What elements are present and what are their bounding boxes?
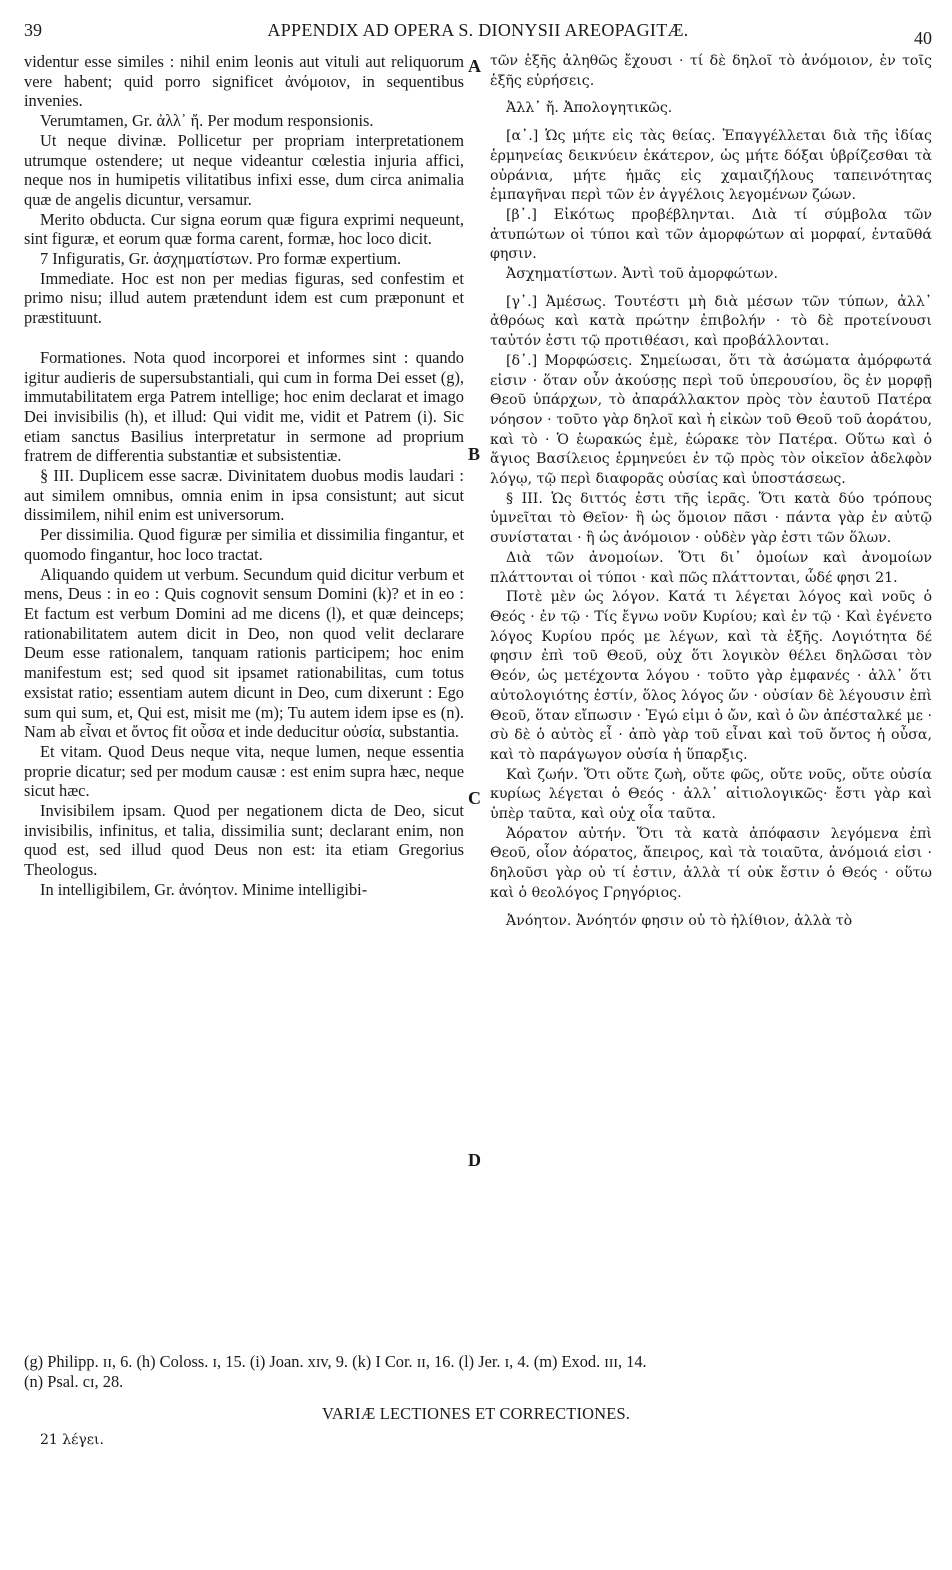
latin-paragraph: 7 Infiguratis, Gr. ἀσχηματίστων. Pro formæ expertium. — [40, 249, 402, 269]
latin-paragraph: Per dissimilia. Quod figuræ per similia et dissimilia fingantur, et quomodo fingantur, hoc loco tractat. — [24, 525, 464, 564]
greek-paragraph: Ἀσχηματίστων. Ἀντὶ τοῦ ἀμορφώτων. — [506, 266, 779, 283]
footnote-line: (n) Psal. cɪ, 28. — [24, 1371, 124, 1391]
margin-letter-b: B — [468, 444, 481, 464]
greek-paragraph: [β᾽.] Εἰκότως προβέβληνται. Διὰ τί σύμβολα τῶν ἀτυπώτων οἱ τύποι καὶ τῶν ἀμορφώτων αἱ μορφαί, ἐνταῦθά φησιν. — [490, 206, 932, 263]
greek-paragraph: Ποτὲ μὲν ὡς λόγον. Κατά τι λέγεται λόγος καὶ νοῦς ὁ Θεός · ἐν τῷ · Τίς ἔγνω νοῦν Κυρίου; καὶ ἐν τῷ · Καὶ ἐγένετο λόγος Κυρίου πρός με λέγων, καὶ τὰ ἑξῆς. Λογιότητα δέ φησιν ἐπὶ τοῦ Θεοῦ, οὐχ ὅτι λογικὸν θέλει δηλῶσαι τὸν Θεόν, ὡς μετέχοντα λόγου · τοῦτο γὰρ ἐμφανές · ἀλλ᾽ ὅτι αὐτολογιότης ἐστίν, ὅλος λόγος ὤν · οὐσίαν δὲ λέγουσιν ἐπὶ Θεοῦ, ὅταν εἴπωσιν · Ἐγώ εἰμι ὁ ὤν, καὶ ὁ ὢν ἀπέσταλκέ με · σὺ δὲ ὁ αὐτὸς εἶ · ἀπὸ γὰρ τοῦ εἶναι καὶ τοῦ ὄντος ἡ οὖσα, καὶ τὸ παράγωγον οὐσία ἡ ὕπαρξις. — [490, 589, 932, 763]
margin-letters — [464, 52, 490, 1170]
latin-paragraph: Immediate. Hoc est non per medias figuras, sed confestim et primo nisu; illud autem prætendunt idem est cum præponunt et præstituunt. — [24, 268, 464, 328]
greek-footnote: 21 λέγει. — [40, 1432, 104, 1448]
footnote-line: (g) Philipp. ɪɪ, 6. (h) Coloss. ɪ, 15. (i) Joan. xɪv, 9. (k) I Cor. ɪɪ, 16. (l) Jer. ɪ, 4. (m) Exod. ɪɪɪ, 14. — [24, 1352, 647, 1371]
latin-paragraph: Verumtamen, Gr. ἀλλ᾽ ἤ. Per modum responsionis. — [40, 111, 374, 131]
greek-paragraph: § III. Ὡς διττός ἐστι τῆς ἱερᾶς. Ὅτι κατὰ δύο τρόπους ὑμνεῖται τὸ Θεῖον· ἢ ὡς ὅμοιον πᾶσι · πάντα γὰρ ἐν αὐτῷ συνίσταται · ἢ ὡς ἀνόμοιον · οὐδὲν γὰρ ἐστι τῶν ὅλων. — [490, 490, 932, 547]
running-title: APPENDIX AD OPERA S. DIONYSII AREOPAGITÆ. — [267, 20, 689, 40]
page-number-right: 40 — [914, 28, 932, 48]
latin-paragraph: Aliquando quidem ut verbum. Secundum quid dicitur verbum et mens, Deus : in eo : Quis cognovit sensum Domini (k)? et in eo : Et factum est verbum Domini ad me dicens (l), et quæ deinceps; rationabilitatem autem dicit in Deo, non quod velit declarare Deum esse rationalem, tanquam rationis participem; hoc enim manifestum est; sed quod sit ipsamet rationabilitas, cum totus exsistat ratio; essentiam autem dicunt in Deo, cum dixerunt : Ego sum qui sum, et, Qui est, misit me (m); Tu autem idem ipse es (n). Nam ab εἶναι et ὄντος fit οὖσα et inde deducitur οὐσία, substantia. — [24, 564, 464, 742]
page-number-left: 39 — [24, 20, 42, 40]
greek-paragraph: Ἀόρατον αὐτήν. Ὅτι τὰ κατὰ ἀπόφασιν λεγόμενα ἐπὶ Θεοῦ, οἷον ἀόρατος, ἄπειρος, καὶ τὰ τοιαῦτα, ἀνόμοιά εἰσι · δηλοῦσι γὰρ οὐ τί ἐστιν, ἀλλὰ τί οὐκ ἔστιν ὁ Θεός · οὕτω καὶ ὁ θεολόγος Γρηγόριος. — [490, 825, 932, 901]
latin-paragraph: Invisibilem ipsam. Quod per negationem dicta de Deo, sicut invisibilis, infinitus, et talia, dissimilia sunt; declarant enim, non quod est, sed illud quod Deus non est: ita etiam Gregorius Theologus. — [24, 801, 464, 880]
greek-paragraph: [α᾽.] Ὡς μήτε εἰς τὰς θείας. Ἐπαγγέλλεται διὰ τῆς ἰδίας ἑρμηνείας δεικνύειν ἑκάτερον, ὡς μήτε δόξαι ὑβρίζεσθαι τὰ οὐράνια, μήτε ἡμᾶς εἰς χαμαιζήλους ταπεινότητας ἐμπαγῆναι περὶ τῶν ἐν ἀγγέλοις λεγομένων ζώων. — [490, 128, 932, 204]
latin-paragraph: Merito obducta. Cur signa eorum quæ figura exprimi nequeunt, sint figuræ, et eorum quæ forma carent, formæ, hoc loco dicit. — [24, 209, 464, 249]
greek-paragraph: Διὰ τῶν ἀνομοίων. Ὅτι δι᾽ ὁμοίων καὶ ἀνομοίων πλάττονται οἱ τύποι · καὶ πῶς πλάττονται, ὧδέ φησι 21. — [490, 549, 932, 586]
latin-paragraph: Ut neque divinæ. Pollicetur per propriam interpretationem utrumque ostendere; ut neque videantur cœlestia injuria affici, neque nos in humipetis vilitatibus infixi esse, dum circa animalia quæ de angelis dicuntur, versamur. — [24, 130, 464, 209]
latin-paragraph: In intelligibilem, Gr. ἀνόητον. Minime intelligibi- — [40, 879, 368, 899]
margin-letter-a: A — [468, 56, 481, 76]
latin-paragraph: Formationes. Nota quod incorporei et informes sint : quando igitur audieris de supersubstantiali, qui cum in forma Dei esset (g), immutabilitatem erga Patrem intellige; hoc enim declarat et imago Dei invisibilis (h), et illud: Qui vidit me, vidit et Patrem (i). Sic etiam sanctus Basilius interpretatur in sermone ad proprium fratrem de differentia substantiæ et subsistentiæ. — [24, 347, 464, 466]
latin-paragraph: videntur esse similes : nihil enim leonis aut vituli aut reliquorum vere habent; quid porro significet ἀνόμοιον, in sequentibus invenies. — [24, 52, 464, 111]
latin-column — [24, 52, 464, 900]
latin-paragraph: § III. Duplicem esse sacræ. Divinitatem duobus modis laudari : aut similem omnibus, omnia enim in ipsa consistunt; aut sicut dissimilem, nihil enim est universorum. — [24, 466, 464, 525]
greek-paragraph: [δ᾽.] Μορφώσεις. Σημείωσαι, ὅτι τὰ ἀσώματα ἀμόρφωτά εἰσιν · ὅταν οὖν ἀκούσῃς περὶ τοῦ ὑπερουσίου, ὃς ἐν μορφῇ Θεοῦ ὑπάρχων, τὸ ἀπαράλλακτον πρὸς τὸν ἑαυτοῦ Πατέρα νόησον · τοῦτο γὰρ δηλοῖ καὶ ἡ εἰκὼν τοῦ Θεοῦ τοῦ ἀοράτου, καὶ τὸ · Ὁ ἑωρακώς ἐμὲ, ἑώρακε τὸν Πατέρα. Οὕτω καὶ ὁ ἅγιος Βασίλειος ἑρμηνεύει ἐν τῷ πρὸς τὸν οἰκεῖον ἀδελφὸν λόγῳ, τῷ περὶ διαφορᾶς οὐσίας καὶ ὑποστάσεως. — [490, 352, 932, 488]
footnotes — [24, 1352, 932, 1392]
running-header — [24, 16, 932, 46]
greek-column — [490, 52, 932, 931]
greek-paragraph: Καὶ ζωήν. Ὅτι οὔτε ζωὴ, οὔτε φῶς, οὔτε νοῦς, οὔτε οὐσία κυρίως λέγεται ὁ Θεός · ἀλλ᾽ αἰτιολογικῶς· ἔστι γὰρ καὶ ὑπὲρ ταῦτα, καὶ οὐχ οἷα ταῦτα. — [490, 766, 932, 823]
greek-paragraph: [γ᾽.] Ἀμέσως. Τουτέστι μὴ διὰ μέσων τῶν τύπων, ἀλλ᾽ ἀθρόως καὶ κατὰ πρώτην ἐπιβολήν · τὸ δὲ προτείνουσι ταὐτόν ἐστι τῷ προτιθέασι, καὶ προβάλλονται. — [490, 293, 932, 350]
margin-letter-c: C — [468, 788, 481, 808]
margin-letter-d: D — [468, 1150, 481, 1170]
variae-lectiones-heading: VARIÆ LECTIONES ET CORRECTIONES. — [321, 1404, 631, 1423]
greek-paragraph: Ἀνόητον. Ἀνόητόν φησιν οὐ τὸ ἠλίθιον, ἀλλὰ τὸ — [506, 912, 853, 929]
latin-paragraph: Et vitam. Quod Deus neque vita, neque lumen, neque essentia proprie dicatur; sed per modum causæ : est enim supra hæc, neque sicut hæc. — [24, 741, 464, 801]
greek-paragraph: τῶν ἑξῆς ἀληθῶς ἔχουσι · τί δὲ δηλοῖ τὸ ἀνόμοιον, ἐν τοῖς ἑξῆς εὑρήσεις. — [490, 53, 932, 89]
greek-paragraph: Ἀλλ᾽ ἤ. Ἀπολογητικῶς. — [506, 100, 673, 117]
